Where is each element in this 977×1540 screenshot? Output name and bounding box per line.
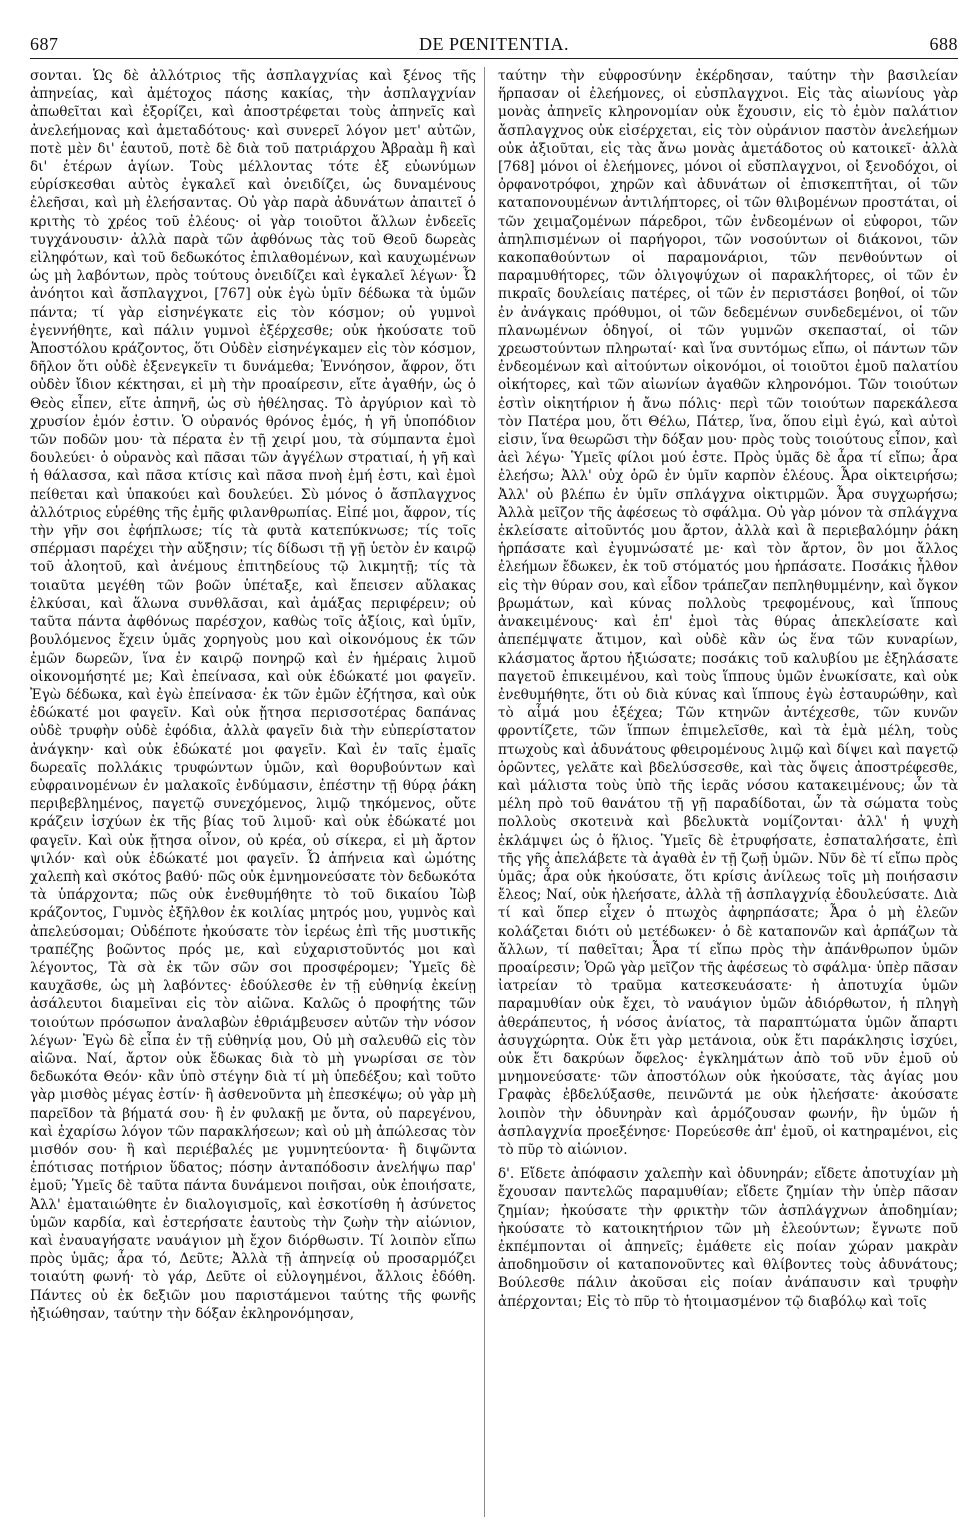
running-title: DE PŒNITENTIA. — [419, 34, 569, 54]
section-paragraph: δ'. Εἴδετε ἀπόφασιν χαλεπὴν καὶ ὀδυνηράν; εἴδετε ἀποτυχίαν μὴ ἔχουσαν παντελῶς παραμυθίαν; εἴδετε ζημίαν τὴν ὑπὲρ πᾶσαν ζημίαν; ἠκούσατε τὴν φρικτὴν τῶν ἀσπλάγχνων ἀποδημίαν; ἠκούσατε τὸ κατοικητήριον τῶν μὴ ἐλεούντων; ἔγνωτε ποῦ ἐκπέμπονται οἱ ἀπηνεῖς; ἐμάθετε εἰς ποίαν χώραν μακρὰν ἀποδημοῦσιν οἱ καταπονοῦντες καὶ θλίβοντες τοὺς ἀδυνάτους; Βούλεσθε πάλιν ἀκοῦσαι εἰς ποίαν ἀνάπαυσιν καὶ τρυφὴν ἀπέρχονται; Εἰς τὸ πῦρ τὸ ἡτοιμασμένον τῷ διαβόλῳ καὶ τοῖς — [498, 1166, 958, 1310]
right-page-number: 688 — [929, 34, 958, 54]
two-column-body — [30, 67, 958, 1517]
page — [30, 34, 958, 1524]
left-column — [30, 67, 485, 1517]
paragraph: σονται. Ὡς δὲ ἀλλότριος τῆς ἀσπλαγχνίας καὶ ξένος τῆς ἀπηνείας, καὶ ἀμέτοχος πάσης κακίας, τὴν ἀσπλαγχνίαν ἀπωθεῖται καὶ ἐξορίζει, καὶ ἀποστρέφεται τοὺς ἀπηνεῖς καὶ ἀνελεήμονας καὶ ἀμεταδότους· καὶ συνερεῖ λόγον μετ' αὐτῶν, ποτὲ μὲν δι' ἑαυτοῦ, ποτὲ δὲ διὰ τοῦ πατριάρχου Ἀβραὰμ ἢ καὶ δι' ἑτέρων ἁγίων. Τοὺς μέλλοντας τότε ἐξ εὐωνύμων εὑρίσκεσθαι αὐτὸς ἐγκαλεῖ καὶ ὀνειδίζει, ὡς δυναμένους ἐλεῆσαι, καὶ μὴ ἐλεήσαντας. Οὐ γὰρ παρὰ ἀδυνάτων ἀπαιτεῖ ὁ κριτὴς τὸ χρέος τοῦ ἐλέους· οἱ γὰρ τοιοῦτοι ἄλλων ἐνδεεῖς τυγχάνουσιν· ἀλλὰ παρὰ τῶν ἀφθόνως τὰς τοῦ Θεοῦ δωρεὰς εἰληφότων, καὶ τοῦ δεδωκότος ἐπιλαθομένων, καὶ καυχωμένων ὡς μὴ λαβόντων, πρὸς τούτους ὀνειδίζει καὶ ἐγκαλεῖ λέγων· Ὦ ἀνόητοι καὶ ἄσπλαγχνοι, [767] οὐκ ἐγὼ ὑμῖν δέδωκα τὰ ὑμῶν πάντα; τί γὰρ εἰσηνέγκατε εἰς τὸν κόσμον; οὐ γυμνοὶ ἐγεννήθητε, καὶ πάλιν γυμνοὶ ἐξέρχεσθε; οὐκ ἠκούσατε τοῦ Ἀποστόλου κράζοντος, ὅτι Οὐδὲν εἰσηνέγκαμεν εἰς τὸν κόσμον, δῆλον ὅτι οὐδὲ ἐξενεγκεῖν τι δυνάμεθα; Ἐννόησον, ἄφρον, ὅτι οὐδὲν ἴδιον κέκτησαι, εἰ μὴ τὴν προαίρεσιν, εἴτε ἀγαθήν, ὡς ὁ Θεὸς εἶπεν, εἴτε ἀπηνῆ, ὡς σὺ ἠθέλησας. Τὸ ἀργύριον καὶ τὸ χρυσίον ἐμόν ἐστιν. Ὁ οὐρανός θρόνος ἐμός, ἡ γῆ ὑποπόδιον τῶν ποδῶν μου· τὰ πέρατα ἐν τῇ χειρί μου, τὰ σύμπαντα ἐμοὶ δουλεύει· ὁ οὐρανὸς καὶ πᾶσαι τῶν ἀγγέλων στρατιαί, ἡ γῆ καὶ ἡ θάλασσα, καὶ πᾶσα κτίσις καὶ πᾶσα πνοὴ ἐμή ἐστι, καὶ ἐμοὶ πείθεται καὶ ὑπακούει καὶ δουλεύει. Σὺ μόνος ὁ ἄσπλαγχνος ἀλλότριος εὑρέθης τῆς ἐμῆς φιλανθρωπίας. Εἰπέ μοι, ἄφρον, τίς τὴν γῆν σοι ἐφήπλωσε; τίς τὰ φυτὰ κατεπύκνωσε; τίς τοῖς σπέρμασι παρέχει τὴν αὔξησιν; τίς δίδωσι τῇ γῇ ὑετὸν ἐν καιρῷ τοῦ ἀλοητοῦ, καὶ ἀνέμους ἐπιτηδείους τῷ λικμητῇ; τίς τὰ τοιαῦτα μεγέθη τῶν βοῶν ὑπέταξε, καὶ ἔπεισεν αὔλακας ἑλκύσαι, καὶ ἅλωνα συνθλᾶσαι, καὶ ἁμάξας περιφέρειν; οὐ ταῦτα πάντα ἀφθόνως παρέσχον, καθὼς τοῖς ἀξίοις, καὶ ὑμῖν, βουλόμενος ἔχειν ὑμᾶς χορηγοὺς μου καὶ οἰκονόμους ἐκ τῶν ἐμῶν δωρεῶν, ἵνα ἐν καιρῷ πονηρῷ καὶ ἐν ἡμέραις λιμοῦ οἰκονομήσητέ με; Καὶ ἐπείνασα, καὶ οὐκ ἐδώκατέ μοι φαγεῖν. Ἐγὼ δέδωκα, καὶ ἐγὼ ἐπείνασα· ἐκ τῶν ἐμῶν ἐζήτησα, καὶ οὐκ ἐδώκατέ μοι φαγεῖν. Καὶ οὐκ ᾔτησα περισσοτέρας δαπάνας οὐδὲ τρυφὴν οὐδὲ ἐφόδια, ἀλλὰ φαγεῖν διὰ τὴν εὐπερίστατον ἀνάγκην· καὶ οὐκ ἐδώκατέ μοι φαγεῖν. Καὶ ἐν ταῖς ἐμαῖς δωρεαῖς πολλάκις τρυφώντων ὑμῶν, καὶ θορυβούντων καὶ εὐφραινομένων ἐν μαλακοῖς ἐνδύμασιν, ἐπέστην τῇ θύρᾳ ῥάκη περιβεβλημένος, παγετῷ συνεχόμενος, λιμῷ τηκόμενος, οὔτε κράζειν ἰσχύων ἐκ τῆς βίας τοῦ λιμοῦ· καὶ οὐκ ἐδώκατέ μοι φαγεῖν. Καὶ οὐκ ᾔτησα οἶνον, οὐ κρέα, οὐ σίκερα, εἰ μὴ ἄρτον ψιλόν· καὶ οὐκ ἐδώκατέ μοι φαγεῖν. Ὦ ἀπήνεια καὶ ὠμότης χαλεπὴ καὶ σκότος βαθύ· πῶς οὐκ ἐμνημονεύσατε τὸν δεδωκότα τὰ ὑπάρχοντα; πῶς οὐκ ἐνεθυμήθητε τὸ τοῦ δικαίου Ἰὼβ κράζοντος, Γυμνὸς ἐξῆλθον ἐκ κοιλίας μητρός μου, γυμνὸς καὶ ἀπελεύσομαι; Οὐδέποτε ἠκούσατε τὸν ἱερέως ἐπὶ τῆς μυστικῆς τραπέζης βοῶντος πρός με, καὶ εὐχαριστοῦντός μοι καὶ λέγοντος, Τὰ σὰ ἐκ τῶν σῶν σοι προσφέρομεν; Ὑμεῖς δὲ καυχᾶσθε, ὡς μὴ λαβόντες· ἐδούλεσθε ἐν τῇ εὐθηνίᾳ ἐκείνῃ ἀσάλευτοι διαμεῖναι εἰς τὸν αἰῶνα. Καλῶς ὁ προφήτης τῶν τοιούτων πρόσωπον ἀναλαβὼν ἐθριάμβευσεν αὐτῶν τὴν νόσον λέγων· Ἐγὼ δὲ εἶπα ἐν τῇ εὐθηνίᾳ μου, Οὐ μὴ σαλευθῶ εἰς τὸν αἰῶνα. Ναί, ἄρτον οὐκ ἔδωκας διὰ τὸ μὴ γνωρίσαι σε τὸν δεδωκότα Θεόν· κἂν ὑπὸ στέγην διὰ τί μὴ ὑπεδέξου; καὶ τοῦτο γὰρ μισθὸς μέγας ἐστίν· ἢ ἀσθενοῦντα μὴ ἐπεσκέψω; οὐ γὰρ μὴ παρεῖδον τὰ βήματά σου· ἢ ἐν φυλακῇ με ὄντα, οὐ παρεγένου, καὶ ἐχαρίσω λόγον τῶν παρακλήσεων; καὶ οὐ μὴ ἀπώλεσας τὸν μισθόν σου· ἢ καὶ περιέβαλές με γυμνητεύοντα· ἢ διψῶντα ἐπότισας ποτήριον ὕδατος; πόσην ἀνταπόδοσιν ἀνελήψω παρ' ἐμοῦ; Ὑμεῖς δὲ ταῦτα πάντα δυνάμενοι ποιῆσαι, οὐκ ἐποιήσατε, Ἀλλ' ἐματαιώθητε ἐν διαλογισμοῖς, καὶ ἐσκοτίσθη ἡ ἀσύνετος ὑμῶν καρδία, καὶ ἐστερήσατε ἑαυτοὺς τὴν ζωὴν τὴν αἰώνιον, καὶ ἐναυαγήσατε ναυάγιον μὴ ἔχον διόρθωσιν. Τί λοιπὸν εἴπω πρὸς ὑμᾶς; ἆρα τό, Δεῦτε; Ἀλλὰ τῇ ἀπηνείᾳ οὐ προσαρμόζει τοιαύτη φωνή· τὸ γάρ, Δεῦτε οἱ εὐλογημένοι, ἄλλοις ἐδόθη. Πάντες οὐ ἐκ δεξιῶν μου παριστάμενοι ταύτης τῆς φωνῆς ἠξιώθησαν, ταύτην τὴν δόξαν ἐκληρονόμησαν, — [30, 68, 476, 1322]
left-page-number: 687 — [30, 34, 59, 54]
right-column — [492, 67, 958, 1517]
running-header — [30, 34, 958, 59]
paragraph: ταύτην τὴν εὐφροσύνην ἐκέρδησαν, ταύτην τὴν βασιλείαν ἥρπασαν οἱ ἐλεήμονες, οἱ εὐσπλαγχνοι. Εἰς τὰς αἰωνίους γὰρ μονὰς ἀπηνεῖς κληρονομίαν οὐκ ἔχουσιν, εἰς τὸ ἐμὸν παλάτιον ἄσπλαγχνος οὐκ εἰσέρχεται, εἰς τὸν οὐράνιον παστὸν ἀνελεήμων οὐκ ἀξιοῦται, εἰς τὰς ἄνω μονὰς ἀμετάδοτος οὐ κατοικεῖ· ἀλλὰ [768] μόνοι οἱ ἐλεήμονες, μόνοι οἱ εὔσπλαγχνοι, οἱ ξενοδόχοι, οἱ ὀρφανοτρόφοι, χηρῶν καὶ ἀδυνάτων οἱ ἐπισκεπτῆται, οἱ τῶν καταπονουμένων ἀντιλήπτορες, οἱ τῶν θλιβομένων προστάται, οἱ τῶν χειμαζομένων πάρεδροι, τῶν ἐνδεομένων οἱ εὐφοροι, τῶν ἀπηλπισμένων οἱ παρήγοροι, τῶν νοσούντων οἱ διάκονοι, τῶν κακοπαθούντων οἱ παραμονάριοι, τῶν πενθούντων οἱ παραμυθήτορες, τῶν ὀλιγοψύχων οἱ παρακλήτορες, οἱ τῶν ἐν πικραῖς δουλείαις πατέρες, οἱ τῶν ἐν περιστάσει βοηθοί, οἱ τῶν ἐν ἀνάγκαις πρόθυμοι, οἱ τῶν δεδεμένων συνδεδεμένοι, οἱ τῶν πλανωμένων ὁδηγοί, οἱ τῶν γυμνῶν σκεπασταί, οἱ τῶν χρεωστούντων πληρωταί· καὶ ἵνα συντόμως εἴπω, οἱ πάντων τῶν ἐνδεομένων καὶ αἰτούντων οἰκονόμοι, οἱ τοιοῦτοι ἐμοῦ παλατίου οἰκήτορες, καὶ τῶν αἰωνίων ἀγαθῶν κληρονόμοι. Τῶν τοιούτων ἐστὶν οἰκητήριον ἡ ἄνω πόλις· περὶ τῶν τοιούτων παρεκάλεσα τὸν Πατέρα μου, ὅτι Θέλω, Πάτερ, ἵνα, ὅπου εἰμὶ ἐγώ, καὶ αὐτοὶ εἰσιν, ἵνα θεωρῶσι τὴν δόξαν μου· πρὸς τοὺς τοιούτους εἶπον, καὶ ἀεὶ λέγω· Ὑμεῖς φίλοι μού ἐστε. Πρὸς ὑμᾶς δὲ ἆρα τί εἴπω; ἆρα ἐλεήσω; Ἀλλ' οὐχ ὁρῶ ἐν ὑμῖν καρπὸν ἐλέους. Ἆρα οἰκτειρήσω; Ἀλλ' οὐ βλέπω ἐν ὑμῖν σπλάγχνα οἰκτιρμῶν. Ἆρα συγχωρήσω; Ἀλλὰ μεῖζον τῆς ἀφέσεως τὸ σφάλμα. Οὐ γὰρ μόνον τὰ σπλάγχνα ἐκλείσατε αἰτοῦντός μου ἄρτον, ἀλλὰ καὶ ἃ περιεβαλόμην ῥάκη ἡρπάσατε καὶ ἐγυμνώσατέ με· καὶ τὸν ἄρτον, ὃν μοι ἄλλος ἐλεήμων ἔδωκεν, ἐκ τοῦ στόματός μου ἡρπάσατε. Ποσάκις ἦλθον εἰς τὴν θύραν σου, καὶ εἶδον τράπεζαν πεπληθυμμένην, καὶ ὄγκον βρωμάτων, καὶ κύνας πολλοὺς τρεφομένους, καὶ ἵππους ἀνακειμένους· καὶ ἐπ' ἐμοὶ τὰς θύρας ἀπεκλείσατε καὶ ἀπεπέμψατε ἄτιμον, καὶ οὐδὲ κἂν ὡς ἕνα τῶν κυναρίων, κλάσματος ἄρτου ἠξιώσατε; ποσάκις τοῦ καλυβίου με ἐξηλάσατε παγετοῦ ἐπικειμένου, καὶ τοὺς ἵππους ὑμῶν ἐνωκίσατε, καὶ οὐκ ἐνεθυμήθητε, ὅτι οὐ διὰ κύνας καὶ ἵππους ἐγὼ ἐσταυρώθην, καὶ τὸ αἷμά μου ἐξέχεα; Τῶν κτηνῶν ἀντέχεσθε, τῶν κυνῶν φροντίζετε, τῶν ἵππων ἐπιμελεῖσθε, καὶ τὰ ἐμὰ μέλη, τοὺς πτωχοὺς καὶ ἀδυνάτους φθειρομένους λιμῷ καὶ δίψει καὶ παγετῷ ὁρῶντες, γελᾶτε καὶ βδελύσσεσθε, καὶ τὰς ὄψεις ἀποστρέφεσθε, καὶ μάλιστα τοὺς ὑπὸ τῆς ἱερᾶς νόσου κατακειμένους; ὧν τὰ μέλη πρὸ τοῦ θανάτου τῇ γῇ παραδίδοται, ὧν τὰ σώματα τοὺς πολλοὺς σκοτεινὰ καὶ βδελυκτὰ νομίζονται· ἀλλ' ἡ ψυχὴ ἐκλάμψει ὡς ὁ ἥλιος. Ὑμεῖς δὲ ἐτρυφήσατε, ἐσπαταλήσατε, ἐπὶ τῆς γῆς ἀπελάβετε τὰ ἀγαθὰ ἐν τῇ ζωῇ ὑμῶν. Νῦν δὲ τί εἴπω πρὸς ὑμᾶς; ἆρα οὐκ ἠκούσατε, ὅτι κρίσις ἀνίλεως τοῖς μὴ ποιήσασιν ἔλεος; Ναί, οὐκ ἠλεήσατε, ἀλλὰ τῇ ἀσπλαγχνίᾳ ἐδουλεύσατε. Διὰ τί καὶ ὅπερ εἶχεν ὁ πτωχὸς ἀφηρπάσατε; Ἆρα ὁ μὴ ἐλεῶν κολάζεται διότι οὐ μετέδωκεν· ὁ δὲ καταπονῶν καὶ ἁρπάζων τὰ ἄλλων, τί παθεῖται; Ἆρα τί εἴπω πρὸς τὴν ἀπάνθρωπον ὑμῶν προαίρεσιν; Ὁρῶ γὰρ μεῖζον τῆς ἀφέσεως τὸ σφάλμα· ὑπὲρ πᾶσαν ἰατρείαν τὸ τραῦμα κατεσκευάσατε· ἡ ἀποτυχία ὑμῶν παραμυθίαν οὐκ ἔχει, τὸ ναυάγιον ὑμῶν ἀδιόρθωτον, ἡ πληγὴ ἀθεράπευτος, ἡ νόσος ἀνίατος, τὰ παραπτώματα ὑμῶν ἄπαρτι ἀσυγχώρητα. Οὐκ ἔτι γὰρ μετάνοια, οὐκ ἔτι παράκλησις ἰσχύει, οὐκ ἔτι δακρύων ὄφελος· ἐγκλημάτων ἀπὸ τοῦ νῦν ἐμοῦ οὐ μνημονεύσατε· τῶν ἀποστόλων οὐκ ἠκούσατε, τὰς ἁγίας μου Γραφὰς ἐβδελύξασθε, πεινῶντά με οὐκ ἠλεήσατε· ἀκούσατε λοιπὸν τὴν ὀδυνηρὰν καὶ ἁρμόζουσαν φωνήν, ἣν ὑμῶν ἡ ἀσπλαγχνία προεξένησε· Πορεύεσθε ἀπ' ἐμοῦ, οἱ κατηραμένοι, εἰς τὸ πῦρ τὸ αἰώνιον. — [498, 68, 958, 1158]
